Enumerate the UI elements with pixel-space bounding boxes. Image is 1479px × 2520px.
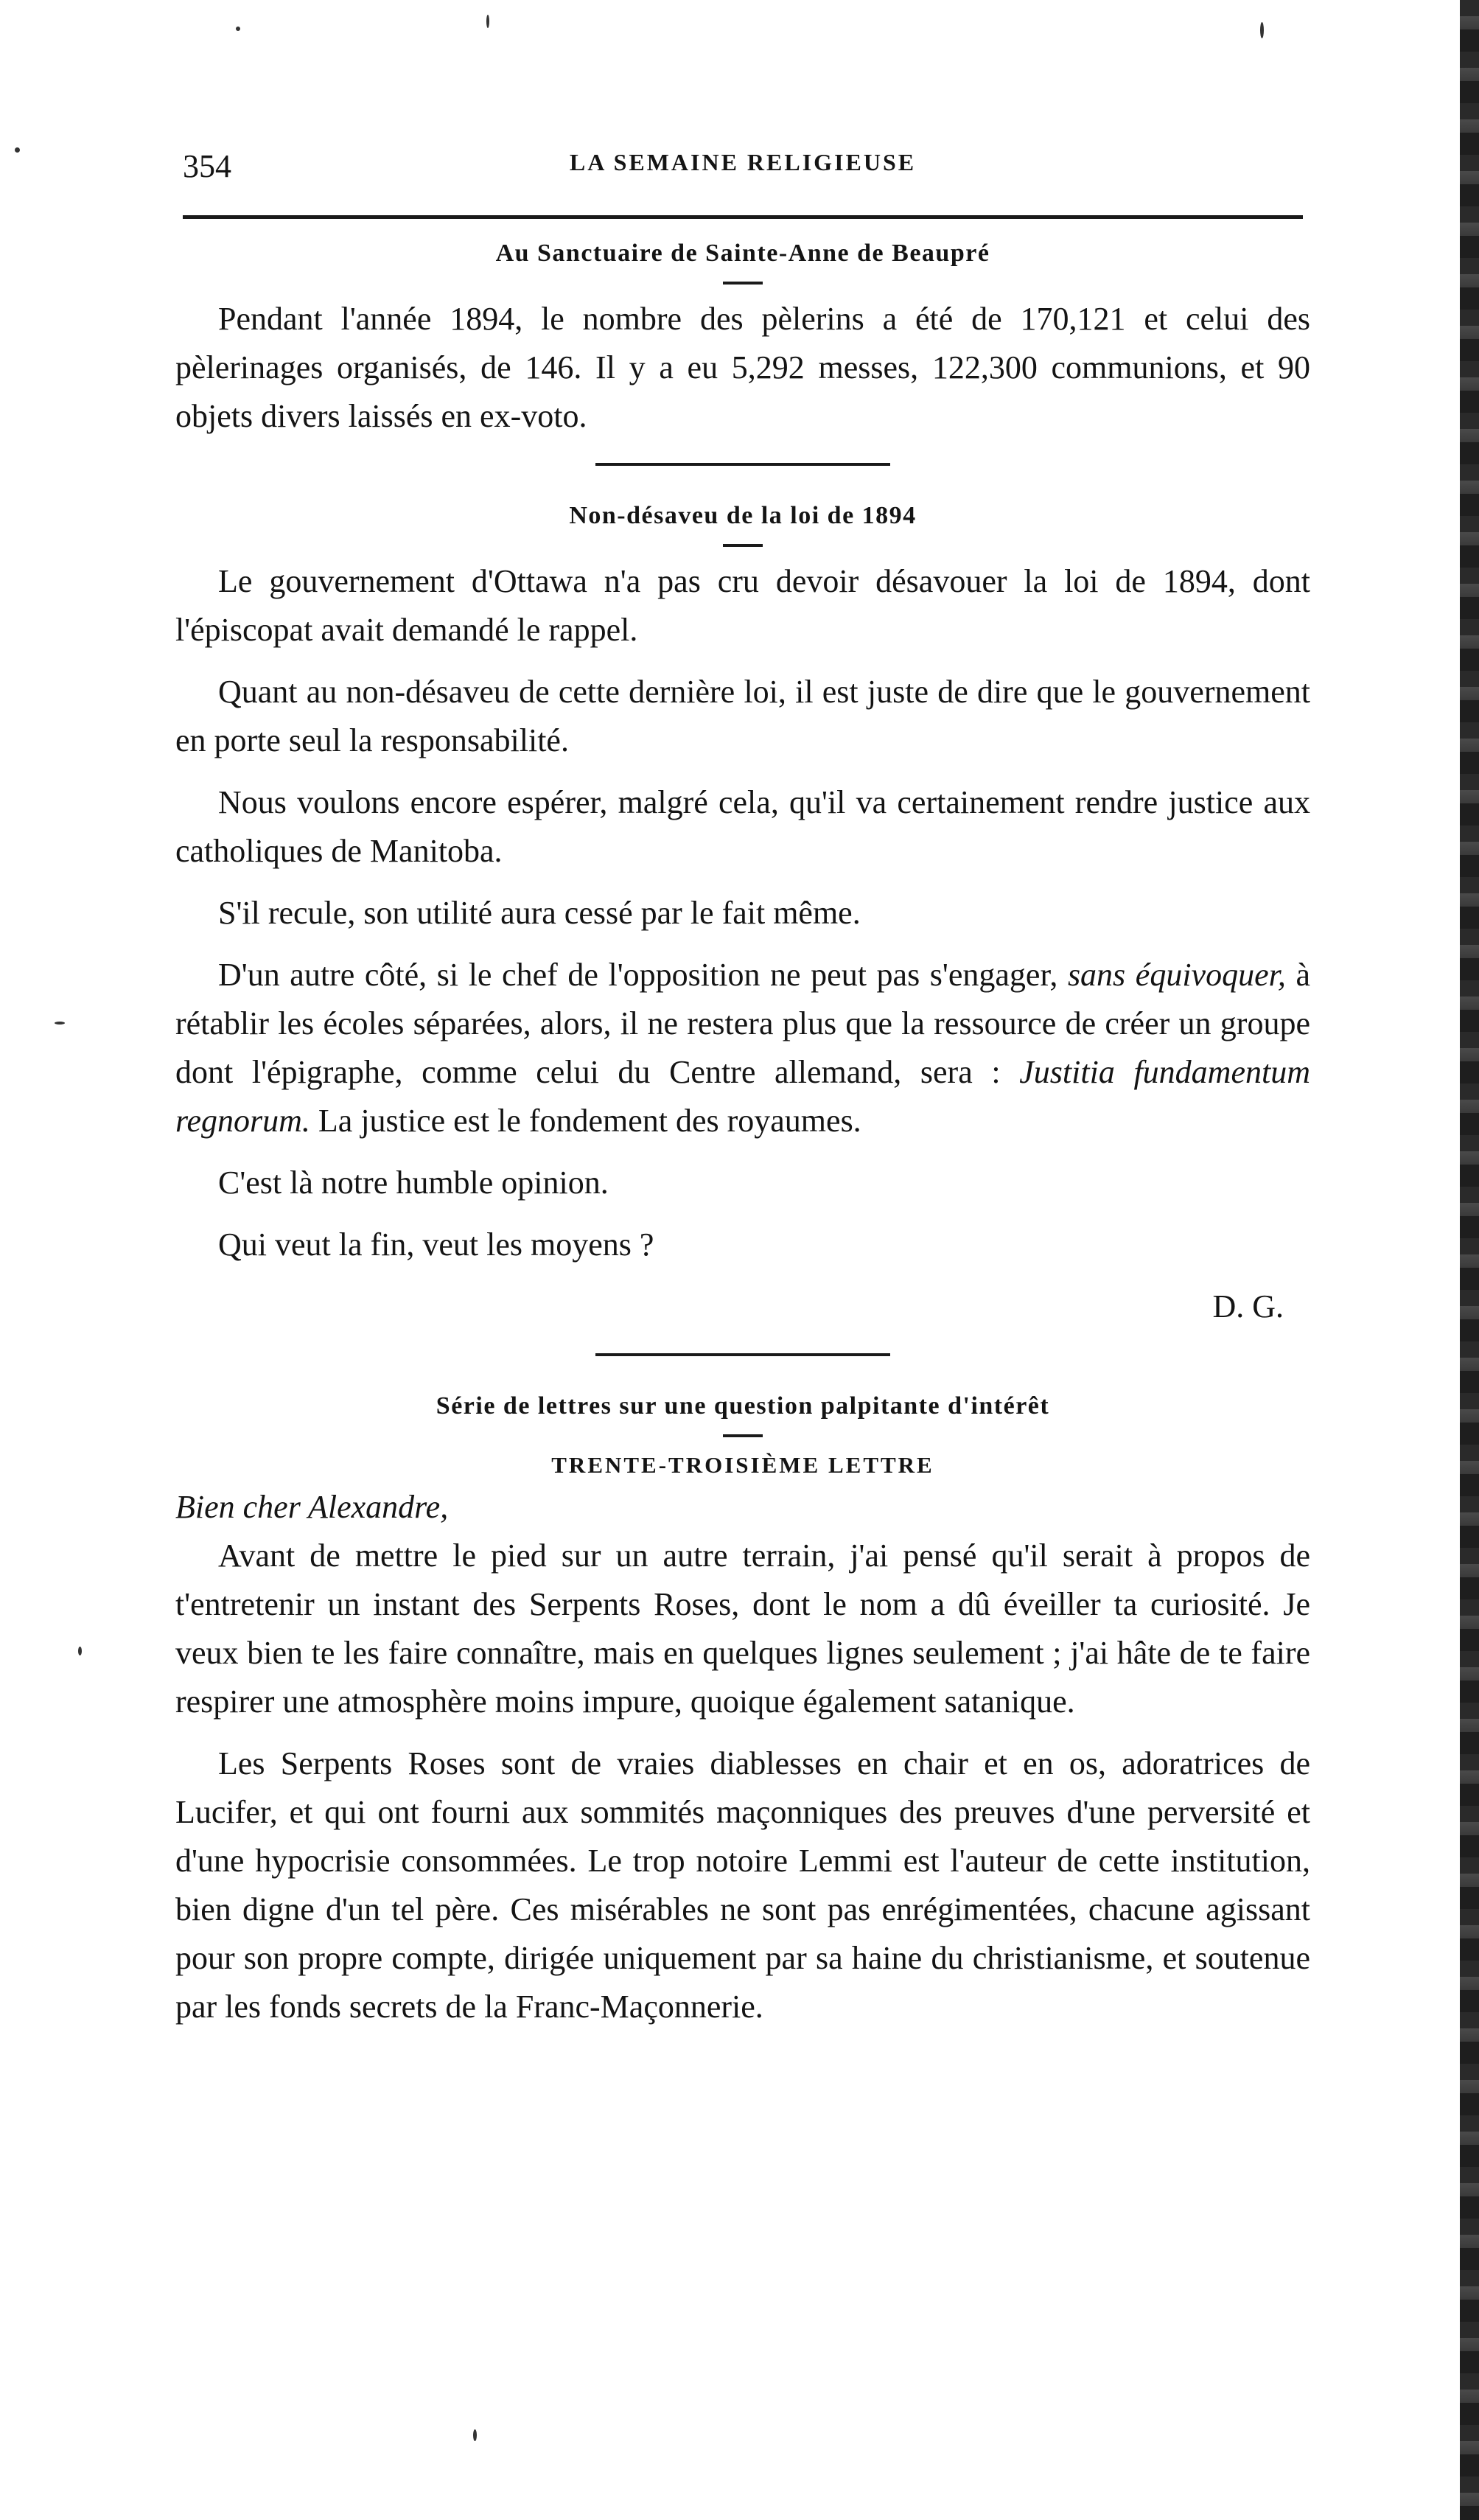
signature: D. G. bbox=[1212, 1288, 1284, 1324]
paragraph-opposition bbox=[175, 951, 1310, 1145]
section-beaupre bbox=[175, 233, 1310, 441]
text-run: à rétablir les écoles séparées, alors, il ne restera plus que la ressource de créer un groupe dont l'épigraphe, comme celui du Centre allemand, sera : bbox=[175, 957, 1310, 1090]
scan-speck bbox=[473, 2429, 477, 2441]
paragraph: C'est là notre humble opinion. bbox=[218, 1165, 609, 1201]
paragraph: S'il recule, son utilité aura cessé par le fait même. bbox=[218, 895, 861, 931]
paragraph: Qui veut la fin, veut les moyens ? bbox=[218, 1226, 654, 1263]
page-content bbox=[175, 233, 1310, 2045]
title-dash bbox=[723, 282, 763, 285]
paragraph: Le gouvernement d'Ottawa n'a pas cru devoir désavouer la loi de 1894, dont l'épiscopat avait demandé le rappel. bbox=[175, 563, 1310, 648]
section-title: Au Sanctuaire de Sainte-Anne de Beaupré bbox=[495, 240, 990, 267]
title-dash bbox=[723, 1434, 763, 1437]
section-lettres bbox=[175, 1386, 1310, 2031]
scan-speck bbox=[78, 1647, 82, 1655]
scan-speck bbox=[236, 27, 240, 31]
title-dash bbox=[723, 544, 763, 547]
latin-maxim: Justitia fundamentum regnorum. bbox=[175, 1054, 1310, 1139]
section-separator bbox=[595, 463, 890, 466]
scan-edge bbox=[1460, 0, 1479, 2520]
text-run: D'un autre côté, si le chef de l'opposition ne peut pas s'engager, bbox=[218, 957, 1068, 993]
text-run: La justice est le fondement des royaumes. bbox=[310, 1103, 861, 1139]
running-title: LA SEMAINE RELIGIEUSE bbox=[569, 149, 917, 175]
scan-speck bbox=[55, 1022, 65, 1025]
section-title: Non-désaveu de la loi de 1894 bbox=[569, 502, 917, 529]
section-separator bbox=[595, 1353, 890, 1356]
scan-speck bbox=[1260, 22, 1264, 38]
paragraph: Nous voulons encore espérer, malgré cela, qu'il va certainement rendre justice aux catholiques de Manitoba. bbox=[175, 784, 1310, 869]
paragraph: Pendant l'année 1894, le nombre des pèlerins a été de 170,121 et celui des pèlerinages organisés, de 146. Il y a eu 5,292 messes, 122,300 communions, et 90 objets divers laissés en ex-voto. bbox=[175, 301, 1310, 434]
letter-number: TRENTE-TROISIÈME LETTRE bbox=[551, 1452, 934, 1478]
section-title: Série de lettres sur une question palpitante d'intérêt bbox=[436, 1392, 1050, 1420]
scan-speck bbox=[15, 147, 20, 153]
paragraph: Avant de mettre le pied sur un autre terrain, j'ai pensé qu'il serait à propos de t'entretenir un instant des Serpents Roses, dont le nom a dû éveiller ta curiosité. Je veux bien te les faire connaître, mais en quelques lignes seulement ; j'ai hâte de te faire respirer une atmosphère moins impure, quoique également satanique. bbox=[175, 1538, 1310, 1720]
italic-phrase: sans équivoquer, bbox=[1067, 957, 1286, 993]
running-head bbox=[183, 144, 1303, 196]
paragraph: Les Serpents Roses sont de vraies diablesses en chair et en os, adoratrices de Lucifer, et qui ont fourni aux sommités maçonniques des preuves d'une perversité et d'une hypocrisie consommées. Le trop notoire Lemmi est l'auteur de cette institution, bien digne d'un tel père. Ces misérables ne sont pas enrégimentées, chacune agissant pour son propre compte, dirigée uniquement par sa haine du christianisme, et soutenue par les fonds secrets de la Franc-Maçonnerie. bbox=[175, 1745, 1310, 2025]
header-rule bbox=[183, 215, 1303, 219]
salutation: Bien cher Alexandre, bbox=[175, 1489, 449, 1525]
section-non-desaveu bbox=[175, 495, 1310, 1331]
page-number: 354 bbox=[183, 148, 231, 184]
scan-speck bbox=[486, 15, 489, 28]
paragraph: Quant au non-désaveu de cette dernière loi, il est juste de dire que le gouvernement en porte seul la responsabilité. bbox=[175, 674, 1310, 758]
